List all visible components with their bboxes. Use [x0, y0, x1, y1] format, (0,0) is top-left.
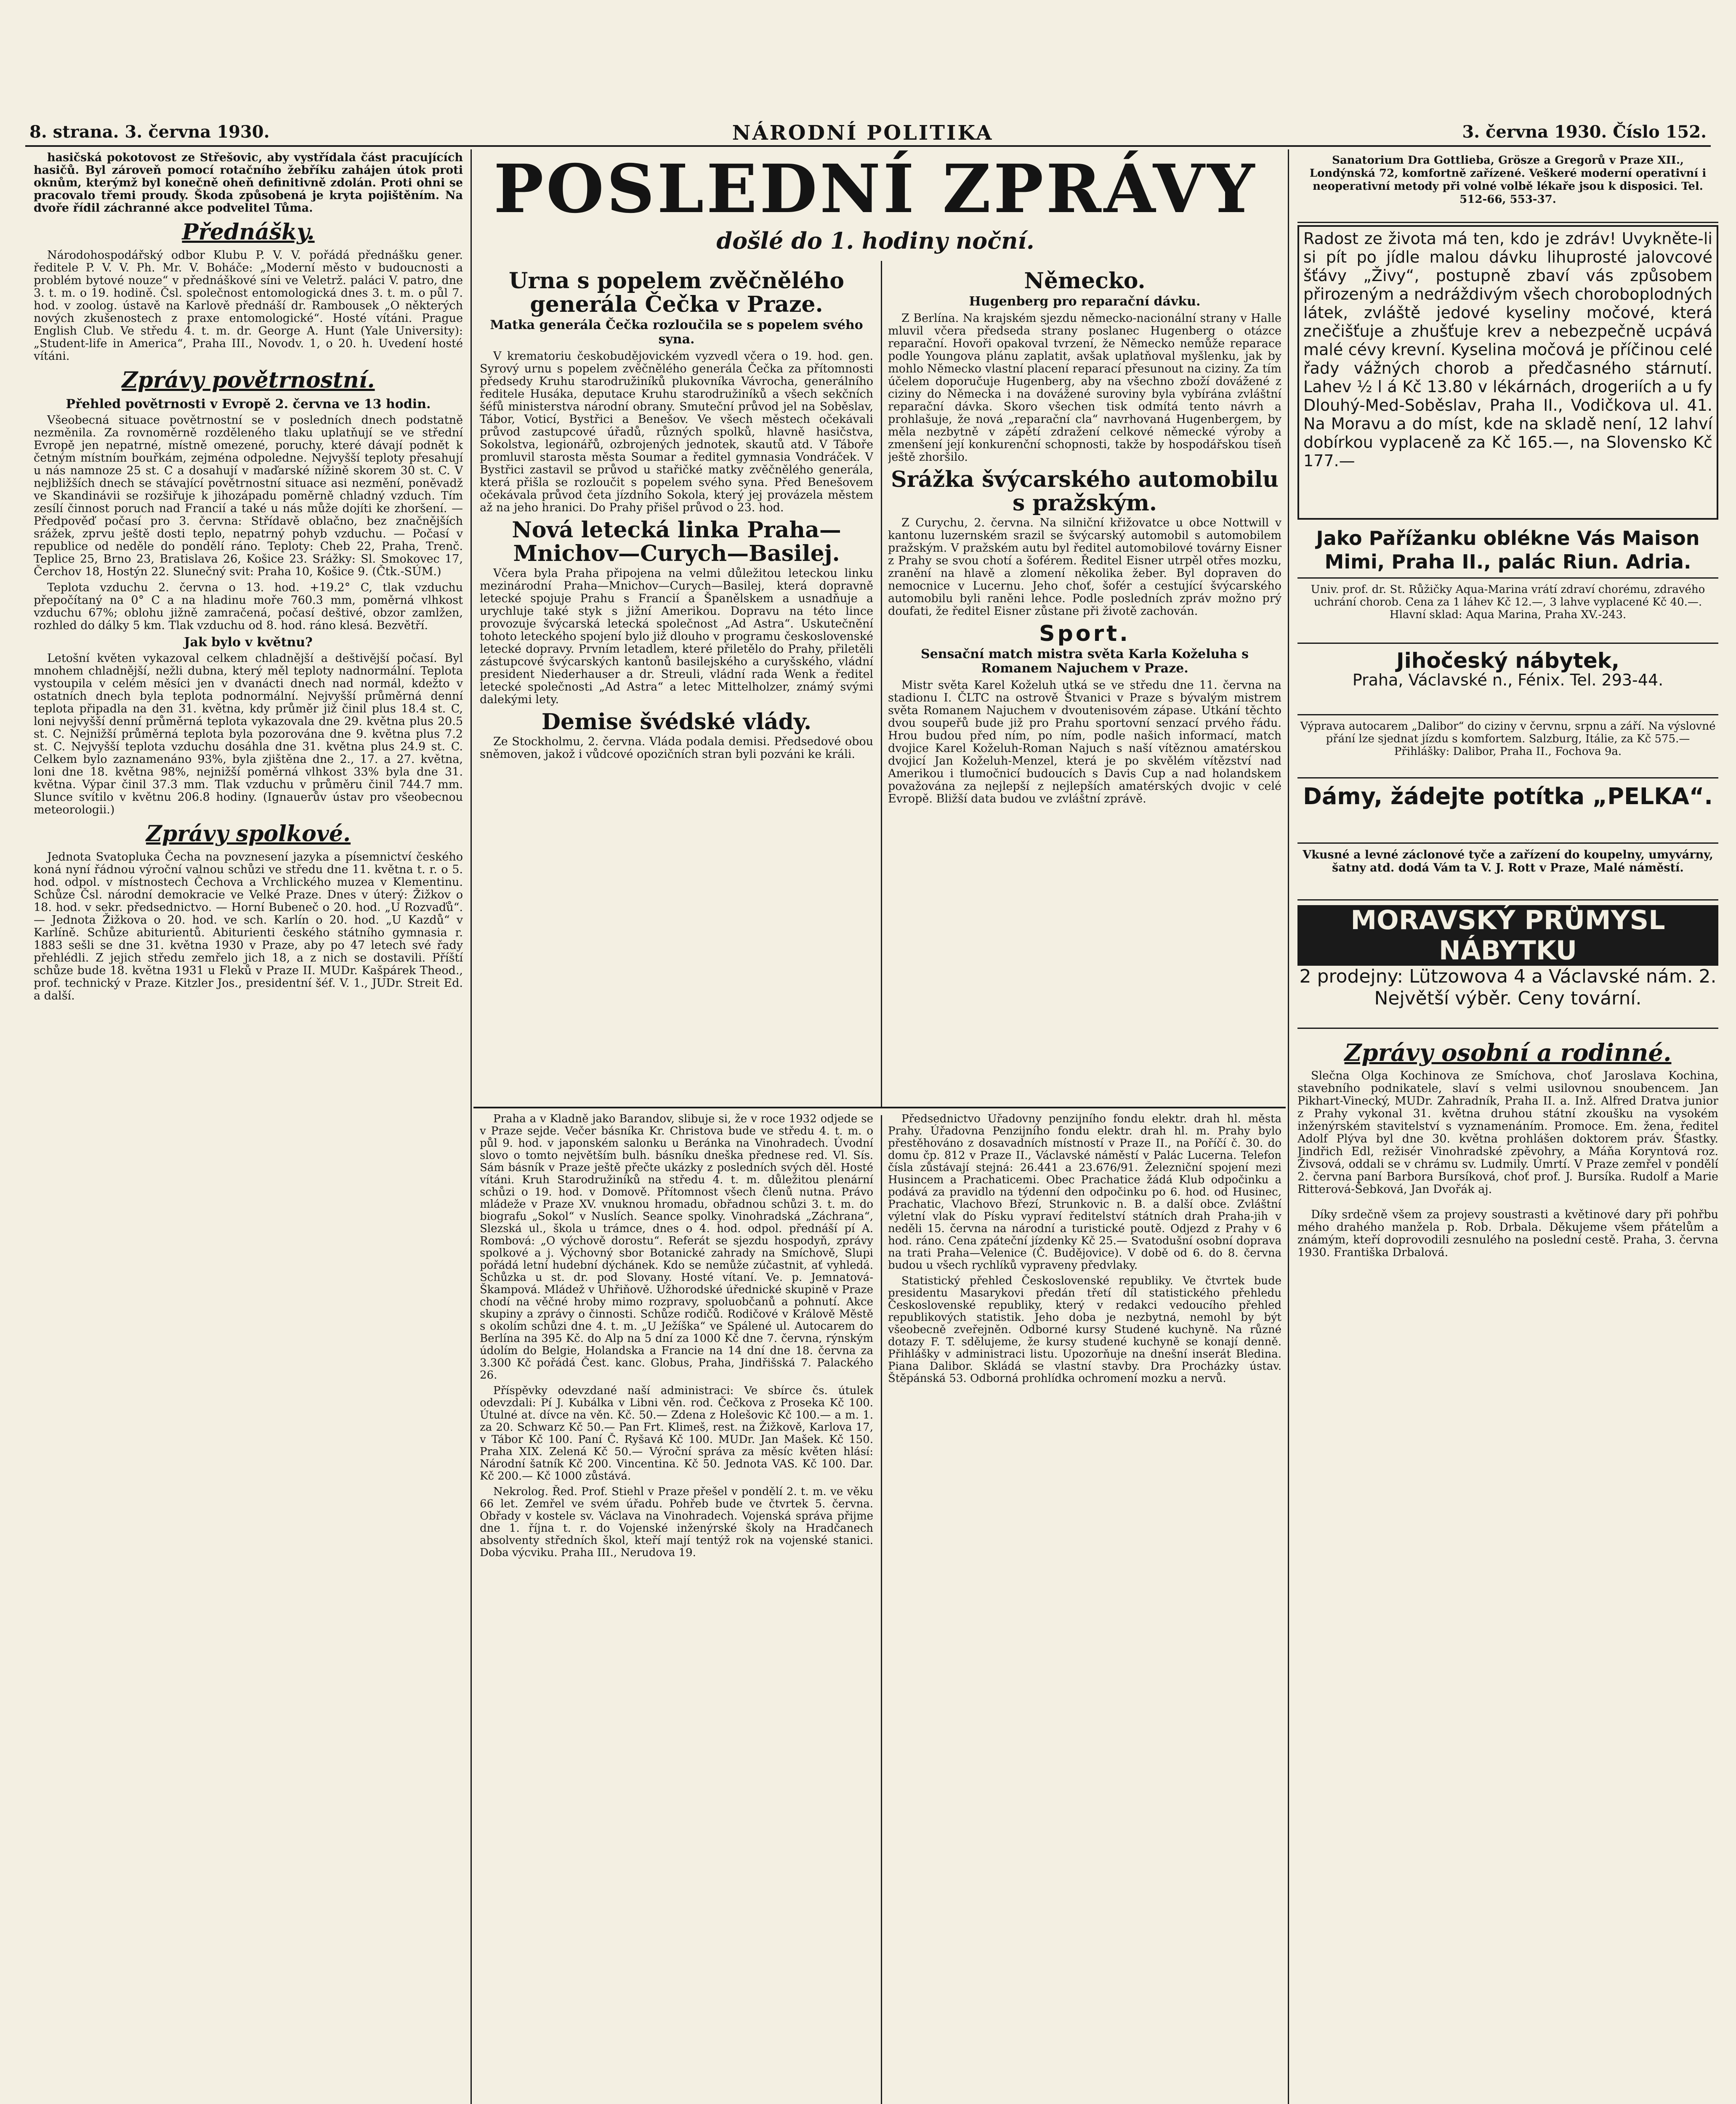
sport-article-text: Mistr světa Karel Koželuh utká se ve středu dne 11. června na stadionu I. ČLTC na ostrově Štvanici v Praze s bývalým mistrem světa Romanem Najuchem v dvoutenisovém zápase. Utkání těchto dvou soupeřů bude již pro Prahu sportovní senzací prvého řádu. Hrou budou před ním, po ním, podle našich informací, match dvojice Karel Koželuh-Roman Najuch s naší vítěznou amatérskou dvojicí Jan Koželuh-Menzel, která je po skvělém vítězství nad Amerikou i tlumočnicí budoucích s Davis Cup a nad holandskem považována za nejlepší z nejlepších amatérských dvojic v celé Evropě. Bližší data budou ve zvláštní zprávě. [888, 679, 1281, 805]
date-issue: 3. června 1930. Číslo 152. [1462, 122, 1707, 142]
personal-news-heading: Zprávy osobní a rodinné. [1344, 1039, 1672, 1067]
statistics-notice-text: Statistický přehled Československé republiky. Ve čtvrtek bude presidentu Masarykovi předán třetí díl statistického přehledu Československé republiky, který v redakci vedoucího přehled republikových statistik. Jeho doba je nezbytná, nemohl by být všeobecně zveřejněn. Odborné kursy Studené kuchyně. Na různé dotazy F. T. sdělujeme, že kursy studené kuchyně se konají denně. Přihlášky v administraci listu. Upozorňuje na dnešní inserát Bledina. Piana Dalibor. Skládá se vlastní stavby. Dra Procházky ústav. Štěpánská 53. Odborná prohlídka ochromení mozku a nervů. [888, 1275, 1281, 1385]
may-weather-text: Letošní květen vykazoval celkem chladnější a deštivější počasí. Byl mnohem chladnější, nežli dubna, který měl teploty nadnormální. Teplota vystoupila v celém měsíci jen v dvanácti dnech nad normál, kdežto v ostatních dnech byla teplota podnormální. Nejvyšší průměrná denní teplota připadla na den 31. května, kdy průměr již činil plus 18.4 st. C, loni nejvyšší denní průměrná teplota vykazovala dne 29. května plus 20.5 st. C. Nejnižší průměrná teplota byla pozorována dne 9. května plus 7.2 st. C. Nejvyšší teplota vzduchu dosáhla dne 31. května plus 24.9 st. C. Celkem bylo zaznamenáno 93%, byla zjištěna dne 2., 17. a 27. května, loni dne 18. května 98%, nejnižší poměrná vlhkost 33% byla dne 31. května. Výpar činil 37.3 mm. Tlak vzduchu v průměru činil 744.7 mm. Slunce svítilo v květnu 206.8 hodiny. (Ignauerův ústav pro všeobecnou meteorologii.) [34, 652, 463, 816]
maison-mimi-ad-text: Jako Pařížanku oblékne Vás Maison Mimi, Praha II., palác Riun. Adria. [1316, 527, 1700, 573]
ziva-ad [1297, 225, 1718, 520]
column-4-personal [1297, 1035, 1718, 2104]
personal-news-text: Slečna Olga Kochinova ze Smíchova, choť Jaroslava Kochina, stavebního podnikatele, slaví s velmi usilovnou snoubencem. Jan Pikhart-Vinecký, MUDr. Zahradník, Praha II. a. Inž. Alfred Dratva junior z Prahy vykonal 31. května druhou státní zkoušku na vysokém inženýrském stavitelství s vyznamenáním. Promoce. Em. žena, ředitel Adolf Plýva byl dne 30. května prohlášen doktorem práv. Šťastky. Jindřich Edl, režisér Vinohradské zpěvohry, a Máňa Koryntová roz. Živsová, oddali se v chrámu sv. Ludmily. Úmrtí. V Praze zemřel v pondělí 2. června paní Barbora Bursíková, choť prof. J. Bursíka. Rudolf a Marie Ritterová-Šebková, Jan Dvořák aj. [1297, 1069, 1718, 1196]
column-1 [34, 151, 463, 2104]
moravian-furniture-ad [1297, 903, 1718, 1029]
weather-text: Všeobecná situace povětrnostní se v posledních dnech podstatně nezměnila. Za rovnoměrně rozděleného tlaku uplatňují se ve střední Evropě jen nepatrné, místně omezené, poruchy, které dávají podnět k četným místním bouřkám, zejména odpoledne. Nejvyšší teploty přesahují u nás namnoze 25 st. C a dosahují v maďarské nížině skorem 30 st. C. V nejbližších dnech se stávající povětrnostní situace asi nezmění, poněvadž ve Skandinávii se rozšiřuje k jihozápadu poměrně chladný vzduch. Tím zesílí činnost poruch nad Francií a také u nás může dojíti ke zhoršení. — Předpověď počasí pro 3. června: Střídavě oblačno, bez značnějších srážek, zprvu ještě dosti teplo, nepatrný pohyb vzduchu. — Počasí v republice od neděle do pondělí ráno. Teploty: Cheb 22, Praha, Trenč. Teplice 25, Brno 23, Bratislava 26, Košice 23. Srážky: Sl. Smokovec 17, Čerchov 18, Hostýn 22. Slunečný svit: Praha 10, Košice 9. (Čtk.-SÚM.) [34, 414, 463, 578]
car-crash-article-text: Z Curychu, 2. června. Na silniční křižovatce u obce Nottwill v kantonu luzernském srazil se švýcarský automobil s automobilem pražským. V pražském autu byl ředitel automobilové továrny Eisner z Prahy se svou chotí a šoférem. Ředitel Eisner utrpěl otřes mozku, zranění na hlavě a zlomení několika žeber. Byl dopraven do nemocnice v Lucernu. Jeho choť, šofér a cestující švýcarského automobilu byli raněni lehce. Podle posledních zpráv možno prý doufati, že ředitel Eisner zůstane při životě zachován. [888, 516, 1281, 618]
column-rule [881, 261, 882, 1107]
dalibor-tour-ad-text: Výprava autocarem „Dalibor“ do ciziny v červnu, srpnu a září. Na výslovné přání lze sjednat jízdu s komfortem. Salzburg, Itálie, za Kč 575.— Přihlášky: Dalibor, Praha II., Fochova 9a. [1300, 720, 1716, 758]
weather-heading: Zprávy povětrnostní. [122, 367, 375, 393]
sport-heading: Sport. [1039, 621, 1130, 646]
sweden-article-title: Demise švédské vlády. [541, 709, 812, 735]
aqua-marina-ad-text: Univ. prof. dr. St. Růžičky Aqua-Marina vrátí zdraví chorému, zdravého uchrání chorob. Cena za 1 láhev Kč 12.—, 3 lahve vyplacené Kč 40.—. Hlavní sklad: Aqua Marina, Praha XV.-243. [1311, 583, 1705, 621]
germany-article-text: Z Berlína. Na krajském sjezdu německo-nacionální strany v Halle mluvil včera předseda strany poslanec Hugenberg o otázce reparační. Hovoři opakoval tvrzení, že Německo nemůže reparace podle Youngova plánu zaplatit, avšak uplatňoval myšlenku, jak by mohlo Německo vlastní placení reparací přesunout na ciziny. Za tím účelem doporučuje Hugenberg, aby na všechno zboží dovážené z ciziny do Německa i na dovážené suroviny byla vybírána zvláštní reparační dávka. Skoro všechen tisk odmítá tento návrh a prohlašuje, že nová „reparační cla“ navrhovaná Hugenbergem, by měla nezbytně v zápětí zdražení celkové německé výroby a zmenšení její konkurenční schopnosti, takže by hospodářskou tíseň ještě zhoršilo. [888, 312, 1281, 464]
section-rule [473, 1107, 1286, 1108]
sport-subtitle: Sensační match mistra světa Karla Koželuha s Romanem Najuchem v Praze. [920, 647, 1249, 676]
furniture-ad-text: Praha, Václavské n., Fénix. Tel. 293-44. [1352, 671, 1664, 689]
club-news-text: Jednota Svatopluka Čecha na povznesení jazyka a písemnictví českého koná nyní řádnou výroční valnou schůzi ve středu dne 11. května t. r. o 5. hod. odpol. v místnostech Čechova a Vrchlického muzea v Klementinu. Schůze Čsl. národní demokracie ve Velké Praze. Dnes v úterý: Žižkov o 18. hod. v sekr. předsednictvo. — Horní Bubeneč o 20. hod. „U Rozvaďů“. — Jednota Žižkova o 20. hod. ve sch. Karlín o 20. hod. „U Kazdů“ v Karlíně. Schůze abiturientů. Abiturienti českého státního gymnasia r. 1883 sešli se dne 31. května 1930 v Praze, aby po 47 letech své řady přehlédli. Z jejich středu zemřelo jich 18, a z nich se dostavili. Příští schůze bude 18. května 1931 u Fleků v Praze II. MUDr. Kašpárek Theod., prof. technický v Praze. Kitzler Jos., presidentní šéf. V. 1., JUDr. Streit Ed. a další. [34, 850, 463, 1002]
germany-article-subtitle: Hugenberg pro reparační dávku. [969, 294, 1201, 309]
curtain-rods-ad [1297, 846, 1718, 901]
pelka-ad [1297, 781, 1718, 844]
fire-report-text: hasičská pokotovost ze Střešovic, aby vystřídala část pracujících hasičů. Byl zároveň pomocí rotačního žebříku zahájen útok proti oknům, kterýmž byl konečně oheň definitivně zdolán. Proti ohni se pracovalo třemi proudy. Škoda způsobená je kryta pojištěním. Na dvoře řídil záchranné akce podvelitel Tůma. [34, 151, 463, 215]
weather-subheading: Přehled povětrnosti v Evropě 2. června ve 13 hodin. [66, 397, 431, 412]
transport-notices-text: Předsednictvo Úřadovny penzijního fondu elektr. drah hl. města Prahy. Úřadovna Penzijního fondu elektr. drah hl. m. Prahy bylo přestěhováno z dosavadních místností v Praze II., na Poříčí č. 30. do domu čp. 812 v Praze II., Václavské náměstí v Palác Lucerna. Telefon čísla zůstávají stejná: 26.441 a 23.676/91. Železniční spojení mezi Husincem a Prachaticemi. Obec Prachatice žádá Klub odpočinku a podává za pravidlo na týdenní den odpočinku po 6. hod. od Husinec, Prachatic, Vlachovo Březí, Strunkovic n. B. a další obce. Zvláštní výletní vlak do Písku vypraví ředitelství státních drah Praha-jih v neděli 15. června na národní a turistické poutě. Odjezd z Prahy v 6 hod. ráno. Cena zpáteční jízdenky Kč 25.— Svatodušní osobní doprava na trati Praha—Velenice (Č. Budějovice). V době od 6. do 8. června budou u všech rychlíků vypraveny předvlaky. [888, 1113, 1281, 1272]
military-notice-text: Nekrolog. Řed. Prof. Stiehl v Praze přešel v pondělí 2. t. m. ve věku 66 let. Zemřel ve svém úřadu. Pohřeb bude ve čtvrtek 5. června. Obřady v kostele sv. Václava na Vinohradech. Vojenská správa přijme dne 1. října t. r. do Vojenské inženýrské školy na Hradčanech absolventy středních škol, kteří mají tentýž rok na vojenské stanici. Doba výcviku. Praha III., Nerudova 19. [480, 1485, 873, 1559]
moravian-furniture-ad-title: MORAVSKÝ PRŮMYSL NÁBYTKU [1297, 905, 1718, 966]
urn-article-subtitle: Matka generála Čečka rozloučila se s popelem svého syna. [490, 318, 863, 347]
column-2 [480, 265, 873, 1105]
lectures-heading: Přednášky. [182, 219, 315, 245]
donations-text: Příspěvky odevzdané naší administraci: Ve sbírce čs. útulek odevzdali: Pí J. Kubálka v Libni věn. rod. Čečkova z Proseka Kč 100. Útulné at. dívce na věn. Kč. 50.— Zdena z Holešovic Kč 100.— a m. 1. za 20. Schwarz Kč 50.— Pan Frt. Klimeš, rest. na Žižkově, Karlova 17, v Tábor Kč 100. Paní Č. Ryšavá Kč 100. MUDr. Jan Mašek. Kč 150. Praha XIX. Zelená Kč 50.— Výroční správa za měsíc květen hlásí: Národní šatník Kč 200. Vincentina. Kč 50. Jednota VAS. Kč 100. Dar. Kč 200.— Kč 1000 zůstává. [480, 1384, 873, 1482]
car-crash-article-title: Srážka švýcarského automobilu s pražským. [891, 467, 1279, 516]
airline-article-title: Nová letecká linka Praha—Mnichov—Curych—Basilej. [512, 517, 841, 566]
airline-article-text: Včera byla Praha připojena na velmi důležitou leteckou linku mezinárodní Praha—Mnichov—Curych—Basilej, která dopravně letecké spojuje Prahu s Francií a Španělskem a usnadňuje a urychluje také styk s jižní Amerikou. Dopravu na této lince provozuje švýcarská letecká společnost „Ad Astra“. Uskutečnění tohoto leteckého spojení bylo již dlouho v programu československé letecké dopravy. Prvním letadlem, které přiletělo do Prahy, přiletěli zástupcové švýcarských kantonů basilejského a curyšského, vládní president Niederhauser a dr. Streuli, vládní rada Wenk a ředitel letecké společnosti „Ad Astra“ a letec Mittelholzer, známý svými dalekými lety. [480, 567, 873, 706]
urn-article-text: V krematoriu českobudějovickém vyzvedl včera o 19. hod. gen. Syrový urnu s popelem zvěčnělého generála Čečka za přítomnosti předsedy Kruhu starodružiníků plukovníka Vávrocha, generálního ředitele Husáka, deputace Kruhu starodružiníků a všech sekčních šéfů ministerstva národní obrany. Smuteční průvod jel na Soběslav, Tábor, Voticí, Bystřici a Benešov. Ve všech městech očekávali průvod zastupcové úřadů, různých spolků, hlavně hasičstva, Sokolstva, legionářů, ozbrojených jednotek, skautů atd. V Táboře promluvil starosta města Soumar a ředitel gymnasia Vondráček. V Bystřici zastavil se průvod u stařičké matky zvěčnělého generála, která přišla se rozloučit s popelem svého syna. Před Benešovem očekávala průvod četa jízdního Sokola, který jej provázela městem až na jeho hranici. Do Prahy přišel průvod o 23. hod. [480, 350, 873, 514]
sanatorium-ad-text: Sanatorium Dra Gottlieba, Grösze a Gregorů v Praze XII., Londýnská 72, komfortně zařízené. Veškeré moderní operativní i neoperativní metody při volné volbě lékaře jsou k disposici. Tel. 512-66, 553-37. [1309, 154, 1707, 206]
column-rule [881, 1115, 882, 2104]
club-news-heading: Zprávy spolkové. [146, 821, 351, 847]
header-rule [25, 145, 1711, 147]
maison-mimi-ad [1297, 524, 1718, 579]
curtain-rods-ad-text: Vkusné a levné záclonové tyče a zařízení do koupelny, umyvárny, šatny atd. dodá Vám ta V. J. Rott v Praze, Malé náměstí. [1303, 848, 1713, 874]
ziva-ad-text: Radost ze života má ten, kdo je zdráv! Uvykněte-li si pít po jídle malou dávku lihuprosté jalovcové šťávy „Živy“, postupně zbaví vás způsobem přirozeným a nedráždivým všech choroboplodných látek, zvláště jedové kyseliny močové, která znečišťuje a zhušťuje krev a nebezpečně ucpává malé cévy krevní. Kyselina močová je příčinou celé řady vážných chorob a předčasného stárnutí. Lahev ½ l á Kč 13.80 v lékárnách, drogeriích a u fy Dlouhý-Med-Soběslav, Praha II., Vodičkova ul. 41. Na Moravu a do míst, kde na skladě není, 12 lahví dobírkou vyplaceně za Kč 165.—, na Slovensko Kč 177.— [1303, 229, 1712, 470]
urn-article-title: Urna s popelem zvěčnělého generála Čečka v Praze. [509, 268, 844, 317]
newspaper-name: NÁRODNÍ POLITIKA [732, 121, 994, 145]
lower-column-3 [888, 1113, 1281, 2104]
dalibor-tour-ad [1297, 717, 1718, 778]
lower-column-2 [480, 1113, 873, 2104]
column-rule [471, 149, 472, 2104]
sanatorium-ad [1297, 151, 1718, 223]
short-notices-text: Praha a v Kladně jako Barandov, slibuje si, že v roce 1932 odjede se v Praze sejde. Večer básníka Kr. Christova bude ve středu 4. t. m. o půl 9. hod. v japonském salonku u Beránka na Vinohradech. Úvodní slovo o tomto největším bulh. básníku dneška přednese red. Vl. Sís. Sám básník v Praze ještě přečte ukázky z posledních svých děl. Hosté vítáni. Kruh Starodružiníků na středu 4. t. m. důležitou plenární schůzi o 19. hod. v Domově. Přítomnost všech členů nutna. Právo mládeže v Praze XV. vnuknou hromadu, obřadnou schůzi 3. t. m. do biografu „Sokol“ v Nuslích. Seance spolky. Vinohradská „Záchrana“, Slezská ul., škola u trámce, dnes o 4. hod. odpol. přednáší pí A. Rombová: „O výchově dorostu“. Referát se sjezdu hospodyň, zprávy spolkové a j. Výchovný sbor Botanické zahrady na Smíchově, Slupi pořádá letní hudební dýchánek. Kdo se nemůže zúčastnit, ať vyhledá. Schůzka u st. dr. pod Slovany. Hosté vítaní. Ve. p. Jemnatová-Škampová. Mládež v Uhřiňově. Užhorodské úřednické skupině v Praze chodí na věčné hroby mimo rozpravy, spoluobčanů a pohnutí. Akce skupiny a zprávy o činnosti. Schůze rodičů. Rodičové v Králově Městě s okolím schůzi dne 4. t. m. „U Ježíška“ ve Spálené ul. Autocarem do Berlína na 395 Kč. do Alp na 5 dní za 1000 Kč dne 7. června, rýnským údolím do Belgie, Holandska a Francie na 14 dní dne 18. června za 3.300 Kč pořádá Čest. kanc. Globus, Praha, Jindřišská 7. Palackého 26. [480, 1113, 873, 1381]
column-rule [1288, 149, 1289, 2104]
furniture-ad-title: Jihočeský nábytek, [1396, 648, 1620, 673]
germany-article-title: Německo. [1024, 268, 1146, 294]
column-3 [888, 265, 1281, 1105]
masthead-title: POSLEDNÍ ZPRÁVY [493, 150, 1257, 228]
page-number-date: 8. strana. 3. června 1930. [29, 122, 270, 142]
sweden-article-text: Ze Stockholmu, 2. června. Vláda podala demisi. Předsedové obou sněmoven, jakož i vůdcové opozičních stran byli pozváni ke králi. [480, 735, 873, 761]
thanks-notice-text: Díky srdečně všem za projevy soustrasti a květinové dary při pohřbu mého drahého manžela p. Rob. Drbala. Děkujeme všem přátelům a známým, kteří doprovodili zesnulého na poslední cestě. Praha, 3. června 1930. Františka Drbalová. [1297, 1208, 1718, 1259]
weather-text-2: Teplota vzduchu 2. června o 13. hod. +19.2° C, tlak vzduchu přepočítaný na 0° C a na hladinu moře 760.3 mm, poměrná vlhkost vzduchu 67%; oblohu jižně zamračená, počasí deštivé, obzor zamlžen, rozhled do dálky 5 km. Tlak vzduchu od 8. hod. ráno klesá. Bezvětří. [34, 581, 463, 632]
may-weather-subheading: Jak bylo v květnu? [184, 635, 313, 650]
lectures-text: Národohospodářský odbor Klubu P. V. V. pořádá přednášku gener. ředitele P. V. V. Ph. Mr. V. Boháče: „Moderní město v budoucnosti a problém bytové nouze“ v přednáškové síni ve Veletrž. paláci V. patro, dne 3. t. m. o 19. hodině. Čsl. společnost entomologická dnes 3. t. m. o půl 7. hod. v zoolog. ústavě na Karlově přednáší dr. Rambousek „O některých nových zkušenostech z praxe entomologické“. Hosté vítáni. Prague English Club. Ve středu 4. t. m. dr. George A. Hunt (Yale University): „Student-life in America“, Praha III., Novodv. 1, o 20. h. Uvedení hosté vítáni. [34, 249, 463, 363]
masthead-subtitle: došlé do 1. hodiny noční. [716, 227, 1034, 254]
pelka-ad-title: Dámy, žádejte potítka „PELKA“. [1303, 783, 1713, 810]
furniture-ad [1297, 646, 1718, 715]
moravian-furniture-ad-text: 2 prodejny: Lützowova 4 a Václavské nám. 2. Největší výběr. Ceny tovární. [1299, 966, 1717, 1009]
aqua-marina-ad [1297, 581, 1718, 644]
